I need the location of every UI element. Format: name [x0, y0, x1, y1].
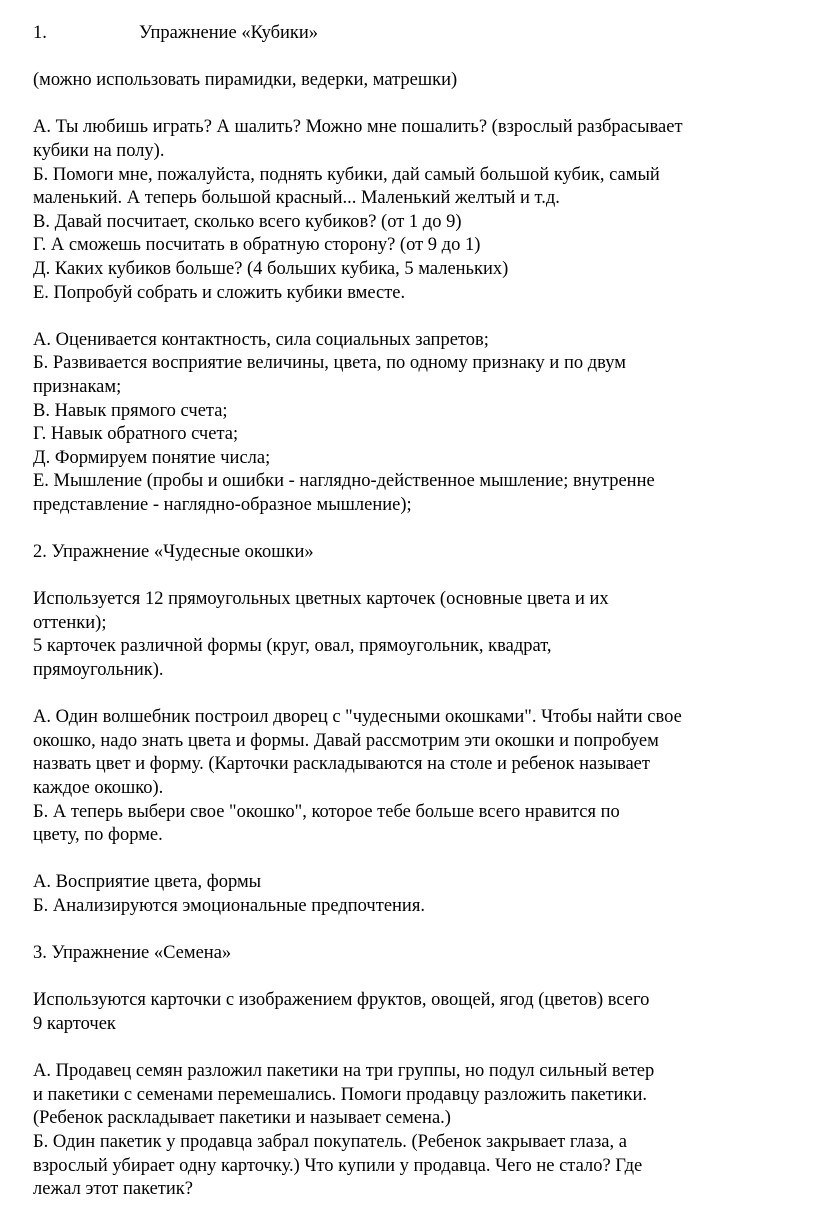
text-line: каждое окошко). — [33, 778, 164, 798]
blank-line — [33, 46, 776, 70]
text-line: А. Продавец семян разложил пакетики на три группы, но подул сильный ветер — [33, 1061, 655, 1082]
text-line: окошко, надо знать цвета и формы. Давай рассмотрим эти окошки и попробуем — [33, 730, 659, 751]
text-line: Б. Помоги мне, пожалуйста, поднять кубики, дай самый большой кубик, самый — [33, 164, 660, 185]
text-line: Б. Анализируются эмоциональные предпочтения. — [33, 895, 425, 916]
text-line: Е. Мышление (пробы и ошибки - наглядно-действенное мышление; внутренне — [33, 471, 655, 492]
exercise-1-heading — [33, 22, 776, 46]
blank-line — [33, 305, 776, 329]
blank-line — [33, 1037, 776, 1061]
exercise-2-assessment — [33, 871, 776, 918]
exercise-1-dialog — [33, 116, 776, 305]
text-line: прямоугольник). — [33, 660, 164, 681]
text-line: Используется 12 прямоугольных цветных карточек (основные цвета и их — [33, 589, 609, 610]
exercise-3-dialog — [33, 1060, 776, 1202]
text-line: и пакетики с семенами перемешались. Помоги продавцу разложить пакетики. — [33, 1084, 648, 1105]
text-line: Г. Навык обратного счета; — [33, 424, 239, 445]
exercise-3-materials — [33, 989, 776, 1036]
text-line: цвету, по форме. — [33, 825, 163, 846]
blank-line — [33, 966, 776, 990]
exercise-1-assessment — [33, 329, 776, 518]
text-line: Д. Каких кубиков больше? (4 больших кубика, 5 маленьких) — [33, 258, 509, 279]
text-line: 5 карточек различной формы (круг, овал, прямоугольник, квадрат, — [33, 636, 552, 657]
text-line: А. Оценивается контактность, сила социальных запретов; — [33, 329, 489, 350]
exercise-3-heading: 3. Упражнение «Семена» — [33, 943, 232, 964]
text-line: назвать цвет и форму. (Карточки раскладываются на столе и ребенок называет — [33, 754, 650, 775]
text-line: Используются карточки с изображением фруктов, овощей, ягод (цветов) всего — [33, 990, 650, 1011]
blank-line — [33, 683, 776, 707]
blank-line — [33, 848, 776, 872]
text-line: Г. А сможешь посчитать в обратную сторону? (от 9 до 1) — [33, 235, 481, 256]
text-line: Е. Попробуй собрать и сложить кубики вместе. — [33, 282, 406, 303]
exercise-1-note: (можно использовать пирамидки, ведерки, матрешки) — [33, 70, 458, 91]
blank-line — [33, 565, 776, 589]
text-line: кубики на полу). — [33, 140, 165, 161]
text-line: (Ребенок раскладывает пакетики и называет семена.) — [33, 1108, 451, 1129]
text-line: 9 карточек — [33, 1013, 116, 1034]
text-line: Д. Формируем понятие числа; — [33, 447, 271, 468]
text-line: Б. Развивается восприятие величины, цвета, по одному признаку и по двум — [33, 353, 626, 374]
text-line: оттенки); — [33, 612, 107, 633]
blank-line — [33, 919, 776, 943]
text-line: представление - наглядно-образное мышление); — [33, 494, 412, 515]
exercise-2-materials — [33, 588, 776, 682]
exercise-1-title: Упражнение «Кубики» — [139, 23, 319, 43]
text-line: В. Навык прямого счета; — [33, 400, 228, 421]
text-line: Б. А теперь выбери свое "окошко", которое тебе больше всего нравится по — [33, 801, 620, 822]
text-line: А. Ты любишь играть? А шалить? Можно мне пошалить? (взрослый разбрасывает — [33, 117, 683, 138]
text-line: Б. Один пакетик у продавца забрал покупатель. (Ребенок закрывает глаза, а — [33, 1131, 627, 1152]
text-line: взрослый убирает одну карточку.) Что купили у продавца. Чего не стало? Где — [33, 1155, 643, 1176]
exercise-2-dialog — [33, 706, 776, 848]
blank-line — [33, 93, 776, 117]
text-line: признакам; — [33, 376, 122, 397]
exercise-2-heading: 2. Упражнение «Чудесные окошки» — [33, 542, 314, 563]
text-line: А. Один волшебник построил дворец с "чудесными окошками". Чтобы найти свое — [33, 707, 682, 728]
text-line: маленький. А теперь большой красный... Маленький желтый и т.д. — [33, 188, 560, 209]
text-line: А. Восприятие цвета, формы — [33, 872, 262, 893]
text-line: лежал этот пакетик? — [33, 1179, 193, 1200]
blank-line — [33, 517, 776, 541]
exercise-1-number: 1. — [33, 23, 47, 43]
text-line: В. Давай посчитает, сколько всего кубиков? (от 1 до 9) — [33, 211, 462, 232]
